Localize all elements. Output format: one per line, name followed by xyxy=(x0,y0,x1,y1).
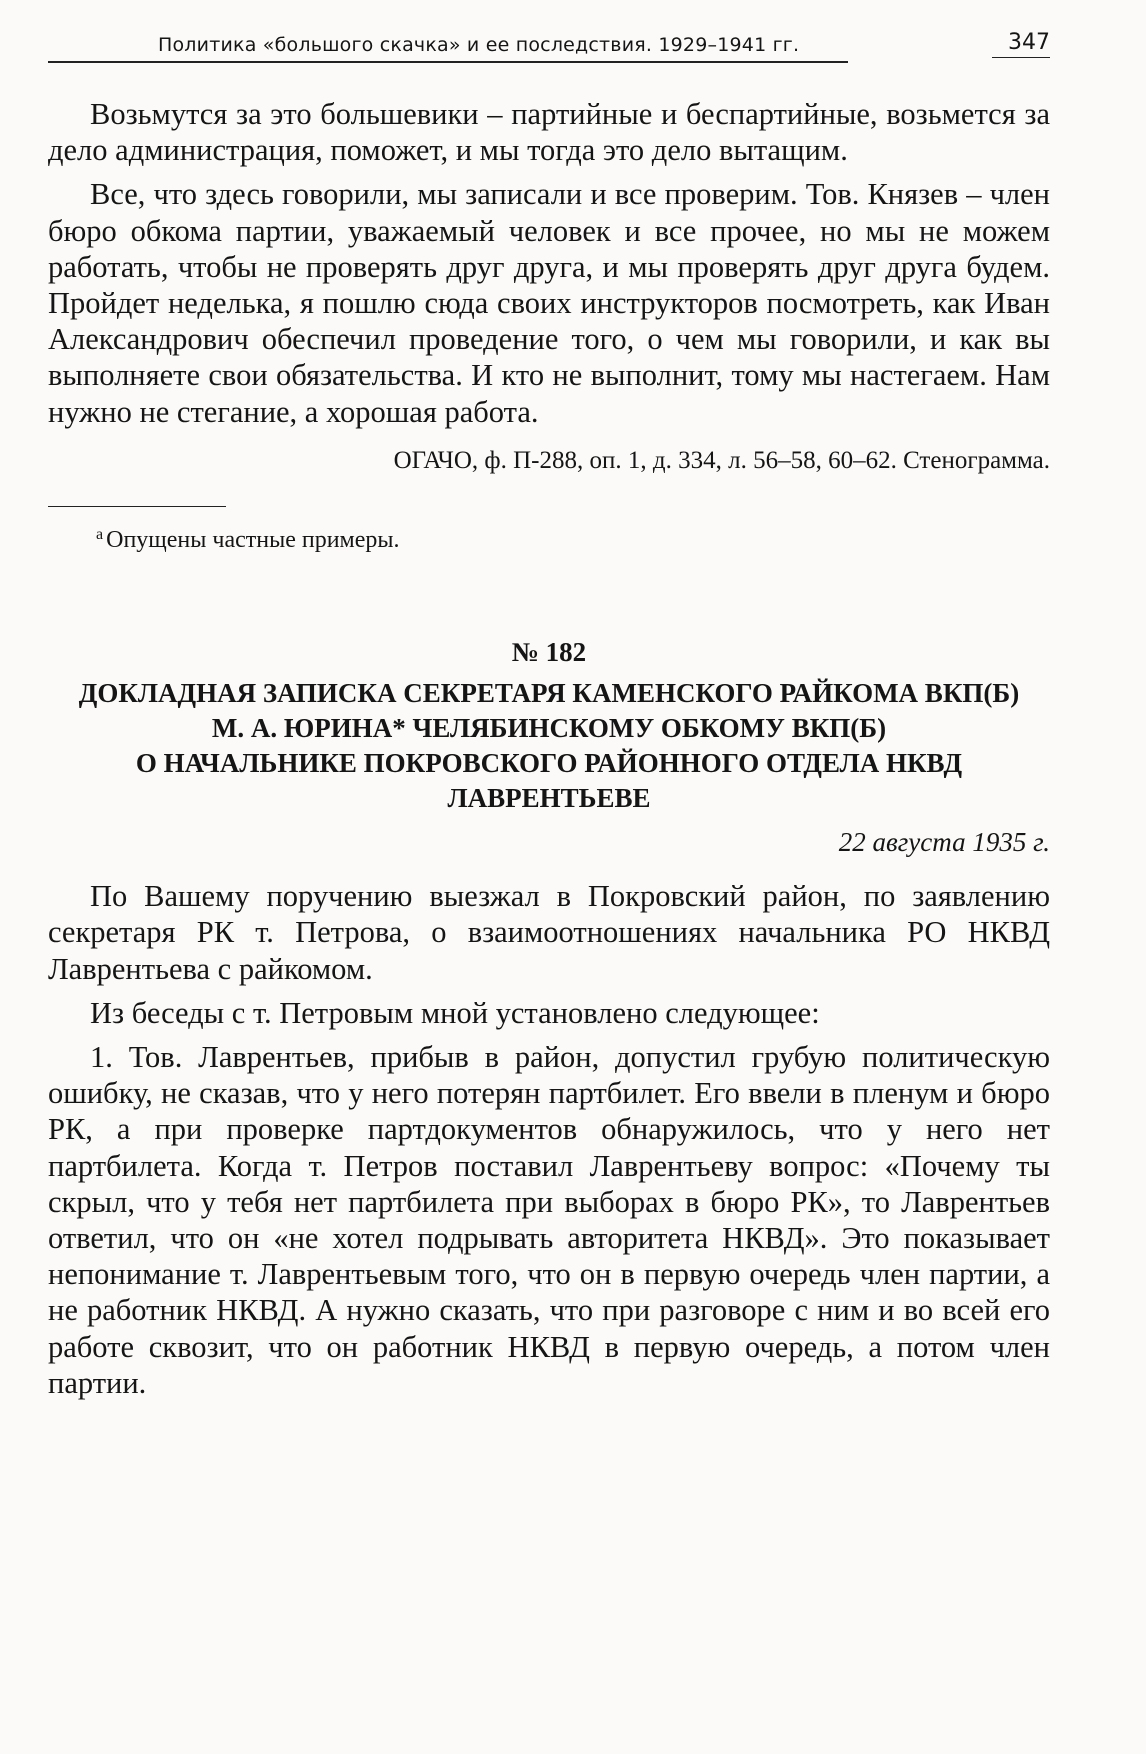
footnote-marker: а xyxy=(96,526,104,544)
footnote-rule xyxy=(48,506,226,507)
document-title-line: М. А. ЮРИНА* ЧЕЛЯБИНСКОМУ ОБКОМУ ВКП(Б) xyxy=(211,713,887,744)
document-number: № 182 xyxy=(511,637,587,668)
paragraph: Из беседы с т. Петровым мной установлено следующее: xyxy=(90,995,820,1030)
archive-source-note: ОГАЧО, ф. П-288, оп. 1, д. 334, л. 56–58, 60–62. Стенограмма. xyxy=(393,446,1050,474)
book-page xyxy=(48,30,1050,1409)
page-number: 347 xyxy=(992,30,1050,58)
footnote xyxy=(48,521,1050,554)
paragraph: Возьмутся за это большевики – партийные и беспартийные, возьмется за дело администрация, поможет, и мы тогда это дело вытащим. xyxy=(48,97,1050,168)
paragraph: 1. Тов. Лаврентьев, прибыв в район, допустил грубую политическую ошибку, не сказав, что у него потерян партбилет. Его ввели в пленум и бюро РК, а при проверке партдокументов обнаружилось, что у него нет партбилета. Когда т. Петров поставил Лаврентьеву вопрос: «Почему ты скрыл, что у тебя нет партбилета при выборах в бюро РК», то Лаврентьев ответил, что он «не хотел подрывать авторитета НКВД». Это показывает непонимание т. Лаврентьевым того, что он в первую очередь член партии, а не работник НКВД. А нужно сказать, что при разговоре с ним и во всей его работе сквозит, что он работник НКВД в первую очередь, а потом член партии. xyxy=(48,1040,1050,1400)
running-head xyxy=(48,30,1050,60)
paragraph: Все, что здесь говорили, мы записали и все проверим. Тов. Князев – член бюро обкома партии, уважаемый человек и все прочее, но мы не можем работать, чтобы не проверять друг друга, и мы проверять друг друга будем. Пройдет неделька, я пошлю сюда своих инструкторов посмотреть, как Иван Александрович обеспечил проведение того, о чем мы говорили, и как вы выполняете свои обязательства. И кто не выполнит, тому мы настегаем. Нам нужно не стегание, а хорошая работа. xyxy=(48,177,1050,429)
body-text-bottom xyxy=(48,878,1050,1401)
running-head-rule xyxy=(48,61,848,63)
document-title-line: ЛАВРЕНТЬЕВЕ xyxy=(447,783,651,814)
document-title-line: ДОКЛАДНАЯ ЗАПИСКА СЕКРЕТАРЯ КАМЕНСКОГО РАЙКОМА ВКП(Б) xyxy=(78,678,1020,709)
paragraph: По Вашему поручению выезжал в Покровский район, по заявлению секретаря РК т. Петрова, о взаимоотношениях начальника РО НКВД Лаврентьева с райкомом. xyxy=(48,879,1050,986)
document-date: 22 августа 1935 г. xyxy=(838,827,1050,858)
footnote-text: Опущены частные примеры. xyxy=(106,527,400,554)
document-title xyxy=(48,676,1050,816)
body-text-top xyxy=(48,96,1050,430)
running-head-title: Политика «большого скачка» и ее последствия. 1929–1941 гг. xyxy=(158,34,800,56)
document-title-line: О НАЧАЛЬНИКЕ ПОКРОВСКОГО РАЙОННОГО ОТДЕЛА НКВД xyxy=(135,748,963,779)
